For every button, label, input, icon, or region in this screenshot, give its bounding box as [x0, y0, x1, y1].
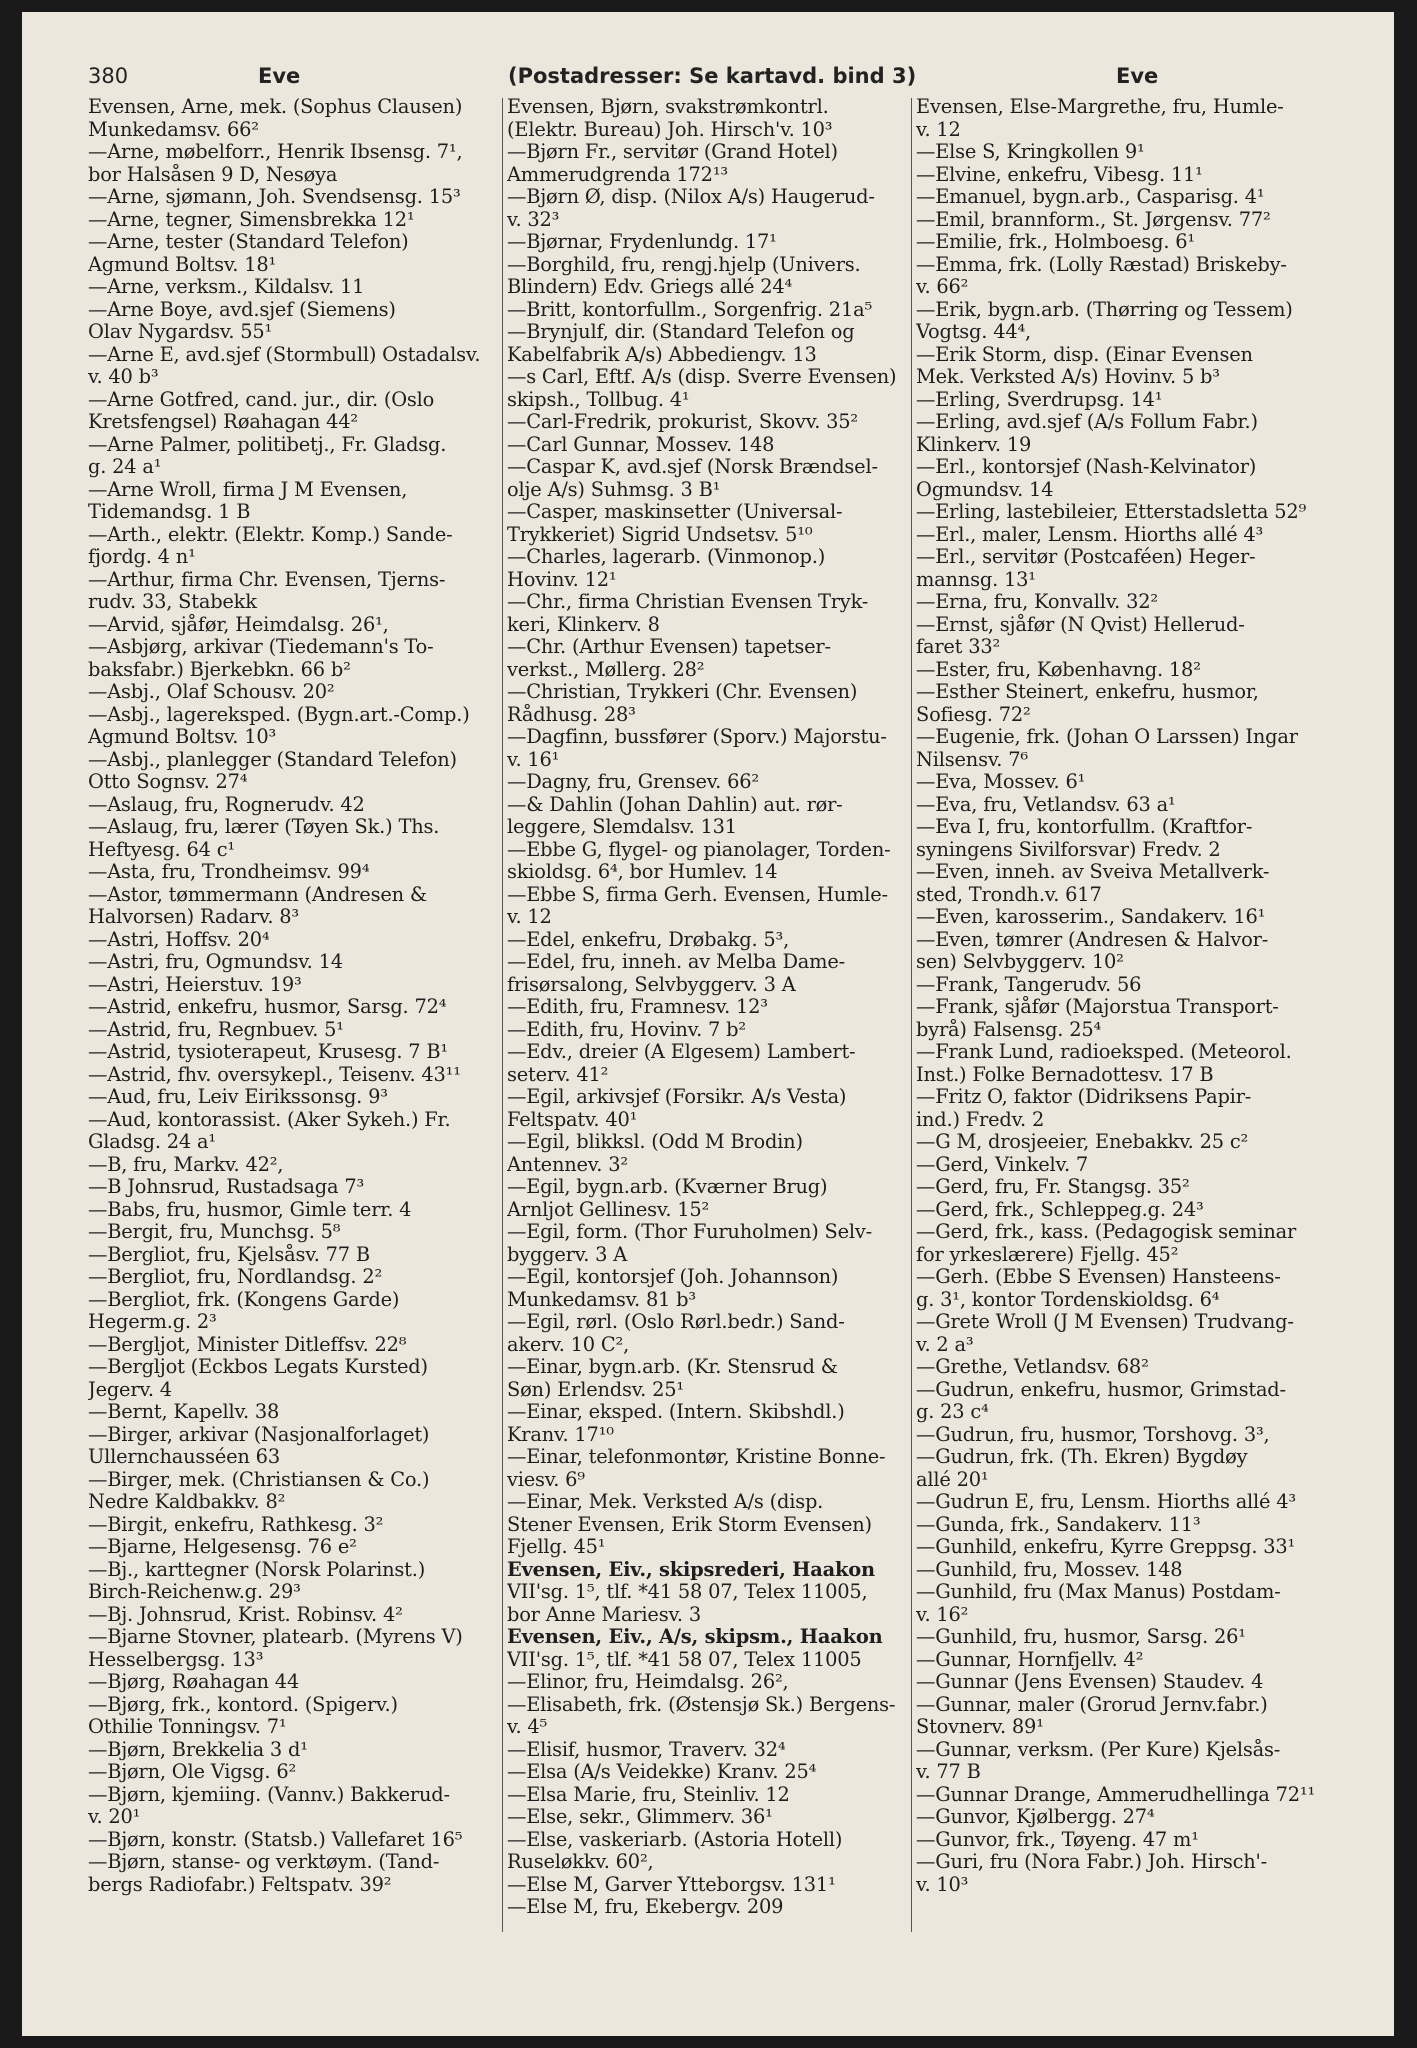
directory-line: —Bergljot (Eckbos Legats Kursted) [88, 1356, 428, 1378]
directory-line: —Bjørn, stanse- og verktøym. (Tand- [88, 1851, 440, 1873]
directory-line: —Egil, arkivsjef (Forsikr. A/s Vesta) [507, 1086, 847, 1108]
header-right-keyword: Eve [1116, 64, 1159, 88]
directory-line: bor Anne Mariesv. 3 [507, 1603, 701, 1626]
directory-line: Stovnerv. 89¹ [916, 1716, 1044, 1738]
directory-line: v. 66² [916, 276, 969, 298]
directory-line: —Else S, Kringkollen 9¹ [916, 141, 1145, 163]
directory-line: —Birger, mek. (Christiansen & Co.) [88, 1468, 430, 1491]
directory-line: Evensen, Eiv., skipsrederi, Haakon [507, 1558, 875, 1581]
directory-line: —Bjarne Stovner, platearb. (Myrens V) [88, 1626, 463, 1648]
directory-line: —Aud, kontorassist. (Aker Sykeh.) Fr. [88, 1108, 451, 1131]
directory-line: v. 20¹ [88, 1806, 141, 1828]
directory-line: —Arne, verksm., Kildalsv. 11 [88, 276, 365, 298]
directory-line: fjordg. 4 n¹ [88, 546, 196, 568]
directory-line: —Fritz O, faktor (Didriksens Papir- [916, 1086, 1252, 1108]
directory-line: —Caspar K, avd.sjef (Norsk Brændsel- [507, 456, 878, 478]
directory-line: —Gunvor, frk., Tøyeng. 47 m¹ [916, 1828, 1199, 1851]
directory-line: —Else M, fru, Ekebergv. 209 [507, 1896, 784, 1918]
directory-line: —Gunhild, fru, Mossev. 148 [916, 1558, 1183, 1581]
directory-line: sen) Selvbyggerv. 10² [916, 951, 1124, 973]
directory-line: —Gunnar, maler (Grorud Jernv.fabr.) [916, 1693, 1268, 1716]
directory-line: VII'sg. 1⁵, tlf. *41 58 07, Telex 11005, [507, 1581, 868, 1603]
directory-line: Søn) Erlendsv. 25¹ [507, 1378, 684, 1401]
directory-line: —Arne Boye, avd.sjef (Siemens) [88, 298, 396, 321]
directory-line: (Elektr. Bureau) Joh. Hirsch'v. 10³ [507, 118, 833, 141]
directory-line: —Gunnar Drange, Ammerudhellinga 72¹¹ [916, 1783, 1316, 1806]
directory-line: —Grete Wroll (J M Evensen) Trudvang- [916, 1311, 1294, 1333]
directory-line: Hesselbergsg. 13³ [88, 1648, 264, 1671]
directory-line: —Bergliot, frk. (Kongens Garde) [88, 1288, 400, 1311]
directory-line: —Astri, Heierstuv. 19³ [88, 973, 302, 996]
directory-line: g. 3¹, kontor Tordenskioldsg. 6⁴ [916, 1288, 1220, 1311]
directory-line: —Bjørn, konstr. (Statsb.) Vallefaret 16⁵ [88, 1828, 463, 1851]
directory-line: —Emilie, frk., Holmboesg. 6¹ [916, 231, 1195, 253]
directory-line: —Even, inneh. av Sveiva Metallverk- [916, 861, 1270, 883]
directory-line: —Einar, eksped. (Intern. Skibshdl.) [507, 1401, 845, 1423]
directory-line: v. 77 B [916, 1761, 981, 1783]
directory-line: allé 20¹ [916, 1468, 989, 1491]
directory-line: —B, fru, Markv. 42², [88, 1153, 284, 1176]
directory-line: —Ebbe G, flygel- og pianolager, Torden- [507, 838, 891, 861]
directory-line: Halvorsen) Radarv. 8³ [88, 906, 299, 928]
directory-line: Jegerv. 4 [88, 1378, 172, 1401]
directory-line: —Bjørn, kjemiing. (Vannv.) Bakkerud- [88, 1783, 450, 1806]
directory-line: —Astor, tømmermann (Andresen & [88, 883, 427, 906]
directory-line: —Bjarne, Helgesensg. 76 e² [88, 1536, 357, 1558]
directory-line: rudv. 33, Stabekk [88, 591, 257, 613]
directory-line: byrå) Falsensg. 25⁴ [916, 1018, 1102, 1041]
directory-line: —Erik, bygn.arb. (Thørring og Tessem) [916, 298, 1293, 321]
directory-line: v. 2 a³ [916, 1333, 974, 1356]
directory-line: —Arne, sjømann, Joh. Svendsensg. 15³ [88, 186, 461, 208]
directory-line: ind.) Fredv. 2 [916, 1108, 1045, 1131]
directory-line: —Frank, sjåfør (Majorstua Transport- [916, 996, 1279, 1018]
directory-line: Klinkerv. 19 [916, 433, 1032, 456]
directory-line: —Gerd, fru, Fr. Stangsg. 35² [916, 1176, 1190, 1198]
directory-line: g. 24 a¹ [88, 456, 162, 478]
directory-line: —Bergljot, Minister Ditleffsv. 22⁸ [88, 1333, 407, 1356]
directory-line: —Ebbe S, firma Gerh. Evensen, Humle- [507, 883, 888, 906]
directory-line: —Aslaug, fru, Rognerudv. 42 [88, 793, 365, 816]
directory-line: Hovinv. 12¹ [507, 568, 617, 591]
directory-line: skipsh., Tollbug. 4¹ [507, 388, 690, 411]
directory-line: —Gerd, Vinkelv. 7 [916, 1153, 1089, 1176]
directory-line: Nilsensv. 7⁶ [916, 748, 1028, 771]
directory-line: —Asbj., planlegger (Standard Telefon) [88, 748, 457, 771]
directory-line: —Gerd, frk., kass. (Pedagogisk seminar [916, 1221, 1297, 1243]
directory-line: —Casper, maskinsetter (Universal- [507, 501, 843, 523]
header-center-note: (Postadresser: Se kartavd. bind 3) [508, 64, 917, 88]
directory-line: VII'sg. 1⁵, tlf. *41 58 07, Telex 11005 [507, 1648, 862, 1671]
directory-line: —Britt, kontorfullm., Sorgenfrig. 21a⁵ [507, 298, 873, 321]
directory-line: v. 16¹ [507, 748, 560, 771]
directory-line: —Gunnar (Jens Evensen) Staudev. 4 [916, 1671, 1264, 1693]
directory-line: Ammerudgrenda 172¹³ [507, 163, 728, 186]
directory-line: —Erik Storm, disp. (Einar Evensen [916, 343, 1253, 366]
directory-line: —Arne, møbelforr., Henrik Ibsensg. 7¹, [88, 141, 463, 163]
directory-line: —Esther Steinert, enkefru, husmor, [916, 681, 1259, 703]
directory-line: —Ester, fru, Københavng. 18² [916, 658, 1201, 681]
directory-line: Fjellg. 45¹ [507, 1536, 606, 1558]
directory-line: v. 16² [916, 1603, 969, 1626]
directory-line: —Elinor, fru, Heimdalsg. 26², [507, 1671, 789, 1693]
directory-line: —Arne, tegner, Simensbrekka 12¹ [88, 208, 415, 231]
directory-line: Munkedamsv. 66² [88, 118, 259, 141]
directory-column-2 [507, 96, 920, 1919]
directory-line: —Bj., karttegner (Norsk Polarinst.) [88, 1558, 426, 1581]
directory-line: —Elisif, husmor, Traverv. 32⁴ [507, 1738, 786, 1761]
directory-line: Olav Nygardsv. 55¹ [88, 321, 273, 343]
directory-line: keri, Klinkerv. 8 [507, 613, 660, 636]
directory-line: v. 4⁵ [507, 1716, 548, 1738]
directory-line: Ogmundsv. 14 [916, 478, 1054, 501]
directory-line: Birch-Reichenw.g. 29³ [88, 1581, 301, 1603]
directory-line: Stener Evensen, Erik Storm Evensen) [507, 1513, 872, 1536]
directory-line: —Gunhild, enkefru, Kyrre Greppsg. 33¹ [916, 1536, 1296, 1558]
directory-line: —Edith, fru, Framnesv. 12³ [507, 996, 768, 1018]
directory-line: —Bjørn, Ole Vigsg. 6² [88, 1761, 297, 1783]
directory-line: seterv. 41² [507, 1063, 609, 1086]
directory-line: —Gunda, frk., Sandakerv. 11³ [916, 1513, 1201, 1536]
directory-line: —Egil, rørl. (Oslo Rørl.bedr.) Sand- [507, 1311, 845, 1333]
directory-line: —Asbjørg, arkivar (Tiedemann's To- [88, 636, 434, 658]
directory-line: —Astrid, tysioterapeut, Krusesg. 7 B¹ [88, 1041, 448, 1063]
directory-line: —Arne Wroll, firma J M Evensen, [88, 478, 408, 501]
directory-line: frisørsalong, Selvbyggerv. 3 A [507, 973, 796, 996]
directory-line: —Gunvor, Kjølbergg. 27⁴ [916, 1806, 1155, 1828]
directory-line: Antennev. 3² [507, 1153, 628, 1176]
directory-line: —Bergit, fru, Munchsg. 5⁸ [88, 1221, 341, 1243]
directory-line: —B Johnsrud, Rustadsaga 7³ [88, 1176, 365, 1198]
directory-line: —Asbj., Olaf Schousv. 20² [88, 681, 335, 703]
directory-line: —Erl., kontorsjef (Nash-Kelvinator) [916, 456, 1257, 478]
header-left-keyword: Eve [258, 64, 301, 88]
directory-line: —Bjørg, Røahagan 44 [88, 1671, 300, 1693]
directory-line: —Eugenie, frk. (Johan O Larssen) Ingar [916, 726, 1298, 748]
directory-page [22, 12, 1394, 2036]
directory-line: —Edel, fru, inneh. av Melba Dame- [507, 951, 845, 973]
directory-line: —Aud, fru, Leiv Eirikssonsg. 9³ [88, 1086, 388, 1108]
directory-line: Heftyesg. 64 c¹ [88, 838, 235, 861]
directory-line: —Bjørg, frk., kontord. (Spigerv.) [88, 1693, 398, 1716]
directory-line: —Aslaug, fru, lærer (Tøyen Sk.) Ths. [88, 816, 440, 838]
directory-line: —Bj. Johnsrud, Krist. Robinsv. 4² [88, 1603, 403, 1626]
directory-line: Feltspatv. 40¹ [507, 1108, 638, 1131]
directory-line: Munkedamsv. 81 b³ [507, 1288, 696, 1311]
directory-line: —Dagfinn, bussfører (Sporv.) Majorstu- [507, 726, 887, 748]
directory-line: Trykkeriet) Sigrid Undsetsv. 5¹⁰ [507, 523, 813, 546]
directory-line: —Arth., elektr. (Elektr. Komp.) Sande- [88, 523, 453, 546]
directory-line: —Erling, Sverdrupsg. 14¹ [916, 388, 1163, 411]
directory-line: Mek. Verksted A/s) Hovinv. 5 b³ [916, 366, 1220, 388]
directory-line: baksfabr.) Bjerkebkn. 66 b² [88, 658, 351, 681]
directory-line: —Arne E, avd.sjef (Stormbull) Ostadalsv. [88, 343, 481, 366]
directory-line: —Elsa (A/s Veidekke) Kranv. 25⁴ [507, 1761, 817, 1783]
directory-line: —Gerh. (Ebbe S Evensen) Hansteens- [916, 1266, 1281, 1288]
directory-line: —Bjørnar, Frydenlundg. 17¹ [507, 231, 777, 253]
directory-line: —Frank Lund, radioeksped. (Meteorol. [916, 1041, 1292, 1063]
directory-line: —Emanuel, bygn.arb., Casparisg. 4¹ [916, 186, 1265, 208]
directory-line: akerv. 10 C², [507, 1333, 630, 1356]
directory-line: —Einar, bygn.arb. (Kr. Stensrud & [507, 1356, 838, 1378]
directory-line: Kranv. 17¹⁰ [507, 1423, 614, 1446]
directory-line: —Else, sekr., Glimmerv. 36¹ [507, 1806, 773, 1828]
directory-line: Agmund Boltsv. 10³ [88, 726, 277, 748]
directory-line: bergs Radiofabr.) Feltspatv. 39² [88, 1873, 392, 1896]
directory-line: —Erna, fru, Konvallv. 32² [916, 591, 1158, 613]
directory-line: —Edith, fru, Hovinv. 7 b² [507, 1018, 746, 1041]
directory-line: Evensen, Else-Margrethe, fru, Humle- [916, 96, 1284, 118]
directory-line: byggerv. 3 A [507, 1243, 628, 1266]
directory-line: Blindern) Edv. Griegs allé 24⁴ [507, 276, 793, 298]
directory-line: Vogtsg. 44⁴, [916, 321, 1032, 343]
directory-line: —Gudrun, fru, husmor, Torshovg. 3³, [916, 1423, 1270, 1446]
directory-line: —Bergliot, fru, Kjelsåsv. 77 B [88, 1243, 370, 1266]
directory-line: bor Halsåsen 9 D, Nesøya [88, 163, 338, 186]
directory-line: —Bernt, Kapellv. 38 [88, 1401, 280, 1423]
directory-line: —Elsa Marie, fru, Steinliv. 12 [507, 1783, 790, 1806]
directory-line: Evensen, Eiv., A/s, skipsm., Haakon [507, 1626, 883, 1648]
directory-line: —Babs, fru, husmor, Gimle terr. 4 [88, 1198, 412, 1221]
directory-line: —Bjørn Fr., servitør (Grand Hotel) [507, 141, 838, 163]
directory-line: —Christian, Trykkeri (Chr. Evensen) [507, 681, 858, 703]
directory-line: —Edv., dreier (A Elgesem) Lambert- [507, 1041, 856, 1063]
directory-line: sted, Trondh.v. 617 [916, 883, 1102, 906]
directory-line: for yrkeslærere) Fjellg. 45² [916, 1243, 1179, 1266]
directory-line: —Einar, Mek. Verksted A/s (disp. [507, 1491, 824, 1513]
directory-line: —Emil, brannform., St. Jørgensv. 77² [916, 208, 1271, 231]
directory-line: Hegerm.g. 2³ [88, 1311, 217, 1333]
directory-column-1 [88, 96, 501, 1896]
directory-line: —Arvid, sjåfør, Heimdalsg. 26¹, [88, 613, 389, 636]
directory-line: —Brynjulf, dir. (Standard Telefon og [507, 321, 855, 343]
directory-line: viesv. 6⁹ [507, 1468, 585, 1491]
directory-line: —Asta, fru, Trondheimsv. 99⁴ [88, 861, 370, 883]
directory-line: —Bjørn, Brekkelia 3 d¹ [88, 1738, 308, 1761]
directory-line: —Astri, fru, Ogmundsv. 14 [88, 951, 343, 973]
directory-line: —s Carl, Eftf. A/s (disp. Sverre Evensen) [507, 366, 897, 388]
directory-line: —Ernst, sjåfør (N Qvist) Hellerud- [916, 613, 1245, 636]
directory-line: Ruseløkkv. 60², [507, 1851, 654, 1873]
directory-line: —Erl., maler, Lensm. Hiorths allé 4³ [916, 523, 1264, 546]
directory-line: —Arne, tester (Standard Telefon) [88, 231, 409, 253]
directory-line: —Chr., firma Christian Evensen Tryk- [507, 591, 869, 613]
directory-line: —Einar, telefonmontør, Kristine Bonne- [507, 1446, 886, 1468]
directory-line: —Asbj., lagereksped. (Bygn.art.-Comp.) [88, 703, 470, 726]
directory-line: mannsg. 13¹ [916, 568, 1036, 591]
directory-line: —& Dahlin (Johan Dahlin) aut. rør- [507, 793, 843, 816]
directory-line: —Else, vaskeriarb. (Astoria Hotell) [507, 1828, 843, 1851]
directory-line: —Charles, lagerarb. (Vinmonop.) [507, 546, 826, 568]
directory-line: Sofiesg. 72² [916, 703, 1031, 726]
directory-line: —Astrid, fru, Regnbuev. 5¹ [88, 1018, 344, 1041]
directory-line: v. 10³ [916, 1873, 969, 1896]
directory-line: —Chr. (Arthur Evensen) tapetser- [507, 636, 831, 658]
directory-line: Rådhusg. 28³ [507, 703, 636, 726]
directory-line: —Erl., servitør (Postcaféen) Heger- [916, 546, 1256, 568]
directory-line: —Elvine, enkefru, Vibesg. 11¹ [916, 163, 1203, 186]
page-number: 380 [88, 64, 129, 88]
directory-line: Tidemandsg. 1 B [88, 501, 251, 523]
directory-line: Ullernchausséen 63 [88, 1446, 280, 1468]
directory-line: —Birgit, enkefru, Rathkesg. 3² [88, 1513, 384, 1536]
directory-line: —Grethe, Vetlandsv. 68² [916, 1356, 1149, 1378]
page-header [88, 52, 1170, 92]
directory-line: faret 33² [916, 636, 1001, 658]
directory-line: v. 12 [507, 906, 552, 928]
directory-line: g. 23 c⁴ [916, 1401, 989, 1423]
directory-line: —Gudrun E, fru, Lensm. Hiorths allé 4³ [916, 1491, 1297, 1513]
directory-line: verkst., Møllerg. 28² [507, 658, 705, 681]
directory-line: —Gunhild, fru (Max Manus) Postdam- [916, 1581, 1281, 1603]
directory-line: Evensen, Arne, mek. (Sophus Clausen) [88, 96, 463, 118]
directory-line: —Bergliot, fru, Nordlandsg. 2² [88, 1266, 383, 1288]
directory-line: Kretsfengsel) Røahagan 44² [88, 411, 358, 433]
directory-line: Gladsg. 24 a¹ [88, 1131, 216, 1153]
directory-line: —Arne Gotfred, cand. jur., dir. (Oslo [88, 388, 435, 411]
directory-line: —Elisabeth, frk. (Østensjø Sk.) Bergens- [507, 1693, 896, 1716]
directory-line: Agmund Boltsv. 18¹ [88, 253, 277, 276]
directory-line: —Egil, blikksl. (Odd M Brodin) [507, 1131, 803, 1153]
column-divider [502, 98, 503, 1932]
directory-line: —G M, drosjeeier, Enebakkv. 25 c² [916, 1131, 1249, 1153]
directory-line: —Carl-Fredrik, prokurist, Skovv. 35² [507, 411, 858, 433]
directory-line: —Astri, Hoffsv. 20⁴ [88, 928, 270, 951]
directory-line: —Arthur, firma Chr. Evensen, Tjerns- [88, 568, 446, 591]
directory-line: —Astrid, enkefru, husmor, Sarsg. 72⁴ [88, 996, 447, 1018]
directory-line: olje A/s) Suhmsg. 3 B¹ [507, 478, 721, 501]
directory-line: Evensen, Bjørn, svakstrømkontrl. [507, 96, 829, 118]
directory-line: —Frank, Tangerudv. 56 [916, 973, 1142, 996]
directory-line: —Eva, fru, Vetlandsv. 63 a¹ [916, 793, 1176, 816]
directory-line: —Even, tømrer (Andresen & Halvor- [916, 928, 1269, 951]
directory-line: Arnljot Gellinesv. 15² [507, 1198, 710, 1221]
directory-line: —Emma, frk. (Lolly Ræstad) Briskeby- [916, 253, 1287, 276]
directory-line: —Gunhild, fru, husmor, Sarsg. 26¹ [916, 1626, 1246, 1648]
directory-line: —Gerd, frk., Schleppeg.g. 24³ [916, 1198, 1204, 1221]
directory-line: syningens Sivilforsvar) Fredv. 2 [916, 838, 1221, 861]
directory-line: v. 32³ [507, 208, 560, 231]
directory-line: leggere, Slemdalsv. 131 [507, 816, 737, 838]
directory-line: —Egil, kontorsjef (Joh. Johannson) [507, 1266, 839, 1288]
directory-line: Inst.) Folke Bernadottesv. 17 B [916, 1063, 1214, 1086]
directory-line: —Birger, arkivar (Nasjonalforlaget) [88, 1423, 430, 1446]
directory-line: —Edel, enkefru, Drøbakg. 5³, [507, 928, 790, 951]
directory-line: —Gudrun, frk. (Th. Ekren) Bygdøy [916, 1446, 1248, 1468]
directory-line: Kabelfabrik A/s) Abbediengv. 13 [507, 343, 817, 366]
directory-column-3 [916, 96, 1329, 1896]
directory-line: Othilie Tonningsv. 7¹ [88, 1716, 287, 1738]
directory-line: v. 40 b³ [88, 366, 159, 388]
directory-line: —Astrid, fhv. oversykepl., Teisenv. 43¹¹ [88, 1063, 461, 1086]
directory-line: —Egil, bygn.arb. (Kværner Brug) [507, 1176, 828, 1198]
directory-line: v. 12 [916, 118, 961, 141]
directory-line: —Borghild, fru, rengj.hjelp (Univers. [507, 253, 861, 276]
directory-line: —Bjørn Ø, disp. (Nilox A/s) Haugerud- [507, 186, 875, 208]
directory-line: —Gunnar, verksm. (Per Kure) Kjelsås- [916, 1738, 1281, 1761]
directory-line: —Dagny, fru, Grensev. 66² [507, 771, 759, 793]
directory-line: —Eva, Mossev. 6¹ [916, 771, 1086, 793]
directory-line: —Eva I, fru, kontorfullm. (Kraftfor- [916, 816, 1253, 838]
directory-line: skioldsg. 6⁴, bor Humlev. 14 [507, 861, 778, 883]
directory-line: —Erling, avd.sjef (A/s Follum Fabr.) [916, 411, 1258, 433]
directory-line: —Carl Gunnar, Mossev. 148 [507, 433, 775, 456]
directory-line: —Even, karosserim., Sandakerv. 16¹ [916, 906, 1266, 928]
directory-line: —Gudrun, enkefru, husmor, Grimstad- [916, 1378, 1286, 1401]
directory-line: —Else M, Garver Ytteborgsv. 131¹ [507, 1873, 836, 1896]
directory-line: —Gunnar, Hornfjellv. 4² [916, 1648, 1144, 1671]
directory-line: —Egil, form. (Thor Furuholmen) Selv- [507, 1221, 873, 1243]
directory-line: Otto Sognsv. 27⁴ [88, 771, 248, 793]
directory-line: Nedre Kaldbakkv. 8² [88, 1491, 286, 1513]
directory-line: —Arne Palmer, politibetj., Fr. Gladsg. [88, 433, 447, 456]
directory-line: —Guri, fru (Nora Fabr.) Joh. Hirsch'- [916, 1851, 1268, 1873]
directory-line: —Erling, lastebileier, Etterstadsletta 52⁹ [916, 501, 1307, 523]
